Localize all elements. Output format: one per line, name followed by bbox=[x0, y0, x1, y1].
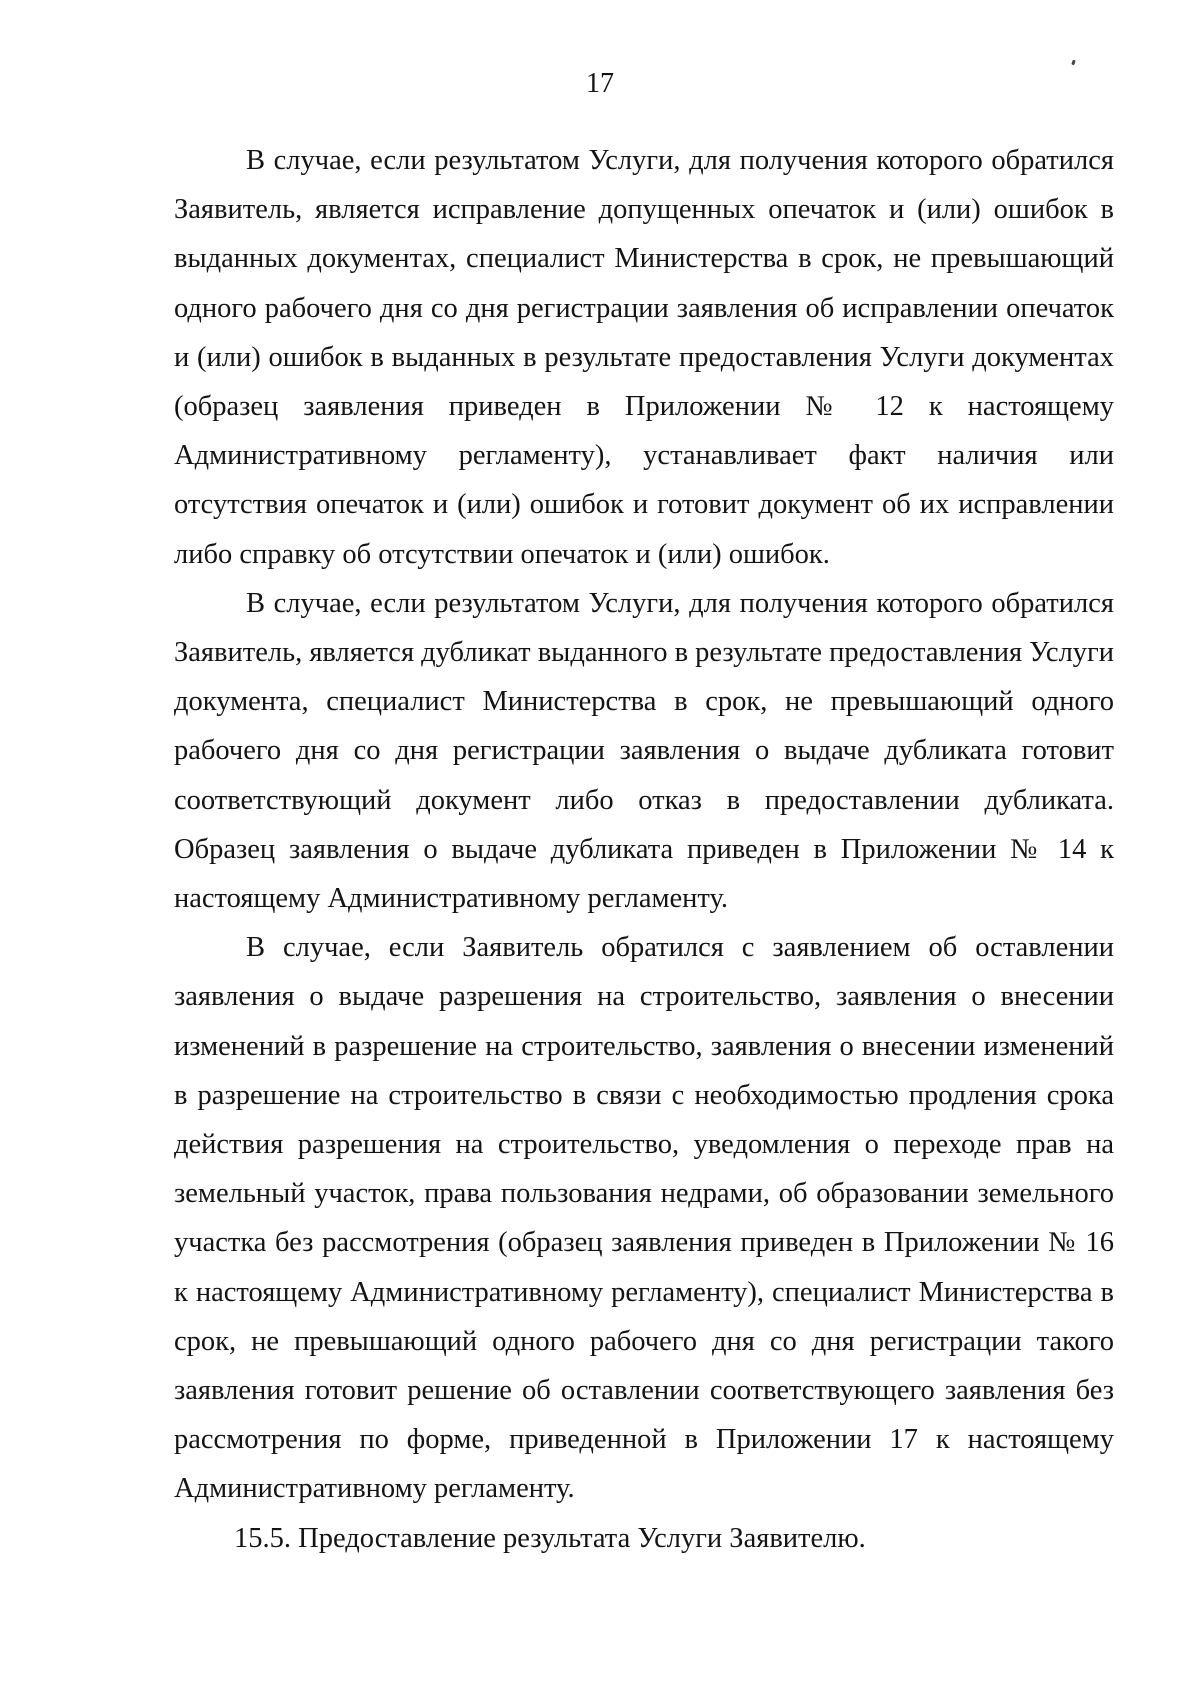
section-heading-15-5: 15.5. Предоставление результата Услуги Заявителю. bbox=[234, 1522, 866, 1554]
paragraph-leave-without-consideration: В случае, если Заявитель обратился с заявлением об оставлении заявления о выдаче разрешения на строительство, заявления о внесении изменений в разрешение на строительство, заявления о внесении изменений в разрешение на строительство в связи с необходимостью продления срока действия разрешения на строительство, уведомления о переходе прав на земельный участок, права пользования недрами, об образовании земельного участка без рассмотрения (образец заявления приведен в Приложении № 16 к настоящему Административному регламенту), специалист Министерства в срок, не превышающий одного рабочего дня со дня регистрации такого заявления готовит решение об оставлении соответствующего заявления без рассмотрения по форме, приведенной в Приложении 17 к настоящему Административному регламенту. bbox=[174, 932, 1114, 1505]
page-number: 17 bbox=[586, 68, 614, 99]
paragraph-duplicate-document: В случае, если результатом Услуги, для получения которого обратился Заявитель, является дубликат выданного в результате предоставления Услуги документа, специалист Министерства в срок, не превышающий одного рабочего дня со дня регистрации заявления о выдаче дубликата готовит соответствующий документ либо отказ в предоставлении дубликата. Образец заявления о выдаче дубликата приведен в Приложении № 14 к настоящему Административному регламенту. bbox=[174, 587, 1114, 915]
scan-speck bbox=[1071, 60, 1076, 66]
document-body bbox=[174, 136, 1114, 1563]
paragraph-correction-of-errors: В случае, если результатом Услуги, для получения которого обратился Заявитель, является исправление допущенных опечаток и (или) ошибок в выданных документах, специалист Министерства в срок, не превышающий одного рабочего дня со дня регистрации заявления об исправлении опечаток и (или) ошибок в выданных в результате предоставления Услуги документах (образец заявления приведен в Приложении № 12 к настоящему Административному регламенту), устанавливает факт наличия или отсутствия опечаток и (или) ошибок и готовит документ об их исправлении либо справку об отсутствии опечаток и (или) ошибок. bbox=[174, 145, 1114, 570]
